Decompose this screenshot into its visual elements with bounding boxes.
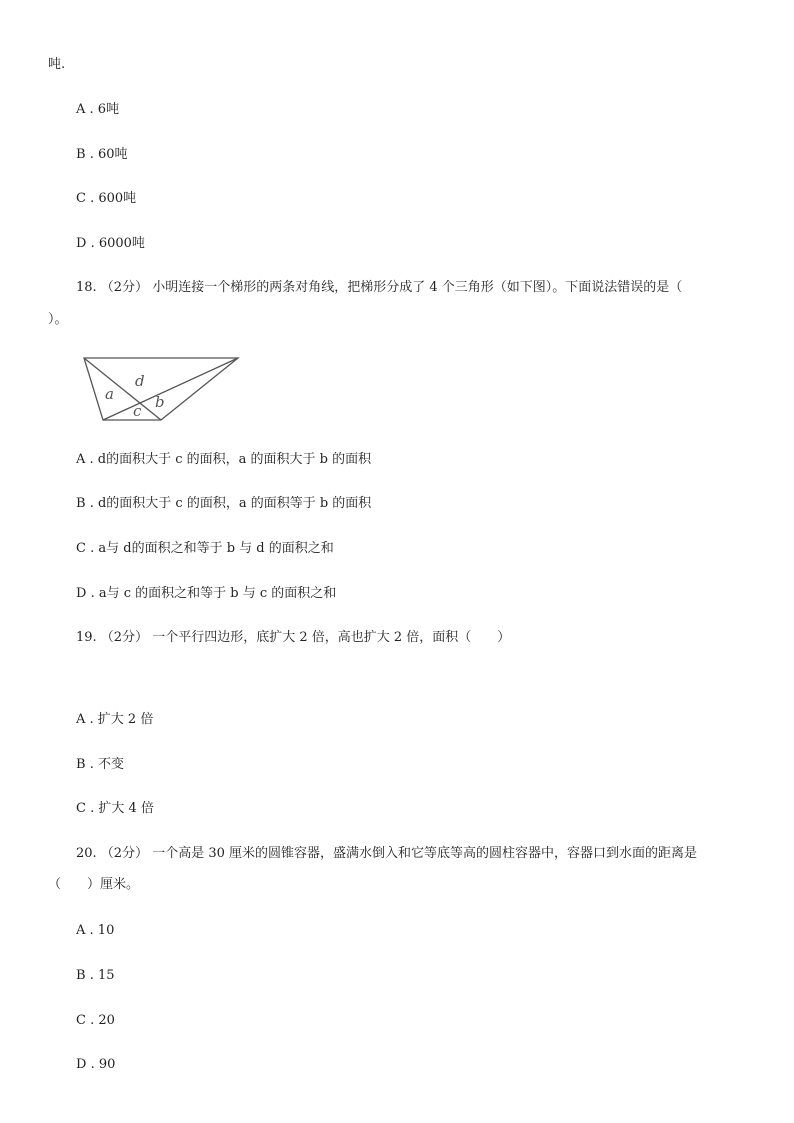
option-text: d的面积大于 c 的面积，a 的面积等于 b 的面积 — [97, 496, 372, 511]
option-text: a与 c 的面积之和等于 b 与 c 的面积之和 — [98, 586, 337, 601]
option-text: 10 — [97, 923, 115, 938]
question-18-stem-line2: ）。 — [48, 312, 68, 327]
q17-option-a[interactable]: A . 6吨 — [76, 102, 120, 117]
option-letter: B — [76, 757, 86, 772]
figure-label-c: c — [133, 402, 142, 420]
option-letter: A — [76, 452, 86, 467]
question-20-stem-line1: 20. （2分） 一个高是 30 厘米的圆锥容器，盛满水倒入和它等底等高的圆柱容器中，容器口到水面的距离是 — [76, 846, 698, 861]
q19-option-a[interactable]: A . 扩大 2 倍 — [76, 712, 154, 727]
option-letter: D — [76, 236, 87, 251]
option-letter: C — [76, 191, 86, 206]
q20-option-d[interactable]: D . 90 — [76, 1057, 116, 1072]
q17-option-c[interactable]: C . 600吨 — [76, 191, 137, 206]
question-18-stem-line1: 18. （2分） 小明连接一个梯形的两条对角线，把梯形分成了 4 个三角形（如下图）。下面说法错误的是（ — [76, 280, 683, 295]
q17-option-d[interactable]: D . 6000吨 — [76, 236, 145, 251]
q17-option-b[interactable]: B . 60吨 — [76, 147, 128, 162]
trapezoid-diagonals-figure — [82, 354, 242, 426]
option-text: 600吨 — [98, 191, 137, 206]
option-text: 6吨 — [97, 102, 120, 117]
option-text: 60吨 — [97, 147, 128, 162]
option-text: 6000吨 — [98, 236, 145, 251]
option-letter: C — [76, 801, 86, 816]
option-text: 扩大 4 倍 — [98, 801, 154, 816]
q20-option-c[interactable]: C . 20 — [76, 1013, 115, 1028]
option-letter: B — [76, 496, 86, 511]
q18-option-d[interactable]: D . a与 c 的面积之和等于 b 与 c 的面积之和 — [76, 586, 337, 601]
option-letter: C — [76, 1013, 86, 1028]
q19-option-c[interactable]: C . 扩大 4 倍 — [76, 801, 154, 816]
option-text: d的面积大于 c 的面积，a 的面积大于 b 的面积 — [97, 452, 372, 467]
option-letter: A — [76, 712, 86, 727]
q18-option-a[interactable]: A . d的面积大于 c 的面积，a 的面积大于 b 的面积 — [76, 452, 372, 467]
option-letter: B — [76, 147, 86, 162]
q18-option-c[interactable]: C . a与 d的面积之和等于 b 与 d 的面积之和 — [76, 541, 334, 556]
option-letter: A — [76, 102, 86, 117]
question-20-stem-line2: （ ）厘米。 — [48, 877, 140, 892]
option-letter: C — [76, 541, 86, 556]
option-text: 不变 — [97, 757, 124, 772]
question-17-carryover-text: 吨. — [48, 57, 66, 72]
figure-label-b: b — [155, 393, 165, 411]
question-19-stem: 19. （2分） 一个平行四边形，底扩大 2 倍，高也扩大 2 倍，面积（ ） — [76, 630, 511, 645]
option-text: a与 d的面积之和等于 b 与 d 的面积之和 — [98, 541, 334, 556]
figure-label-d: d — [135, 372, 145, 390]
option-text: 90 — [98, 1057, 116, 1072]
option-letter: A — [76, 923, 86, 938]
q20-option-b[interactable]: B . 15 — [76, 968, 115, 983]
option-text: 扩大 2 倍 — [97, 712, 154, 727]
q19-option-b[interactable]: B . 不变 — [76, 757, 124, 772]
option-letter: B — [76, 968, 86, 983]
option-letter: D — [76, 586, 87, 601]
option-letter: D — [76, 1057, 87, 1072]
figure-label-a: a — [105, 385, 114, 403]
q20-option-a[interactable]: A . 10 — [76, 923, 115, 938]
option-text: 20 — [98, 1013, 115, 1028]
q18-option-b[interactable]: B . d的面积大于 c 的面积，a 的面积等于 b 的面积 — [76, 496, 372, 511]
option-text: 15 — [97, 968, 115, 983]
